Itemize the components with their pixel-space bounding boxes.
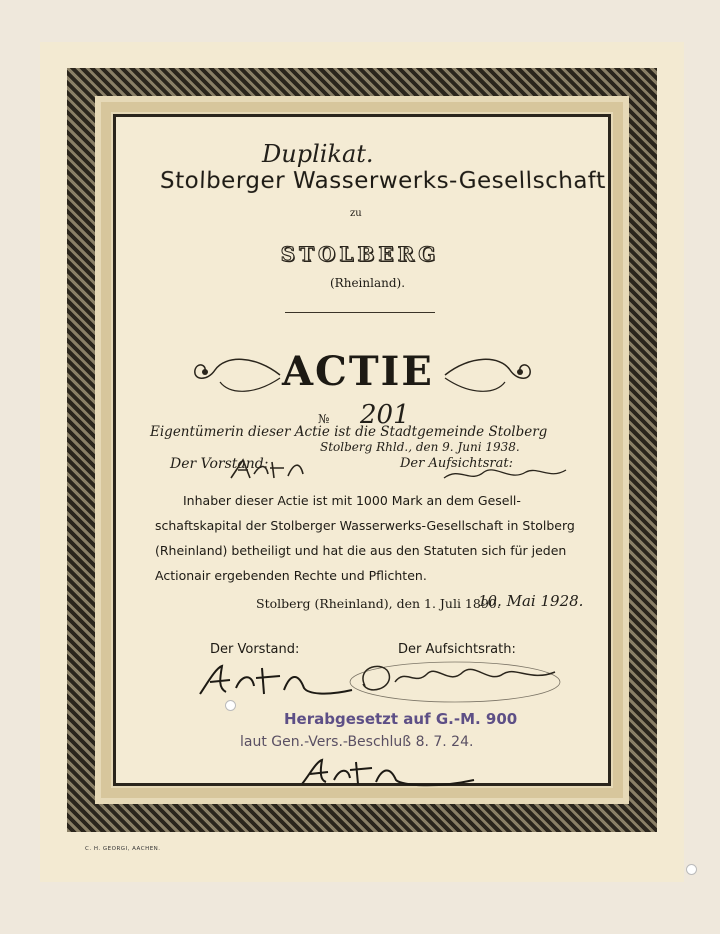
issue-date-line: Stolberg (Rheinland), den 1. Juli 1890. (256, 596, 501, 611)
scroll-ornament-left-icon (185, 350, 285, 400)
city-title: STOLBERG (280, 242, 440, 266)
signature-aufsichtsrat-1938 (440, 462, 570, 488)
body-line: Actionair ergebenden Rechte und Pflichten. (155, 568, 427, 583)
body-line: schaftskapital der Stolberger Wasserwerks-Gesellschaft in Stolberg (155, 518, 575, 533)
reduction-stamp-line2: laut Gen.-Vers.-Beschluß 8. 7. 24. (240, 734, 474, 750)
signature-vorstand-1938 (228, 456, 318, 486)
body-line: (Rheinland) betheiligt und hat die aus den Statuten sich für jeden (155, 543, 567, 558)
certificate-number: 201 (360, 400, 410, 430)
handwritten-date: 10. Mai 1928. (478, 592, 584, 610)
number-label: № (318, 412, 330, 426)
vorstand-label: Der Vorstand: (210, 642, 300, 657)
body-line: Inhaber dieser Actie ist mit 1000 Mark an dem Gesell- (183, 493, 521, 508)
zu-label: zu (350, 208, 362, 219)
aufsichtsrath-label: Der Aufsichtsrath: (398, 642, 516, 657)
company-name: Stolberger Wasserwerks-Gesellschaft (159, 168, 607, 194)
certificate-body-text (155, 488, 575, 588)
handwritten-aufsichtsrat: Der Aufsichtsrat: (400, 456, 513, 471)
region-label: (Rheinland). (330, 276, 406, 290)
signature-vorstand-1890 (196, 660, 356, 705)
handwritten-place-date: Stolberg Rhld., den 9. Juni 1938. (320, 440, 520, 454)
handwritten-vorstand: Der Vorstand: (170, 456, 269, 472)
punch-hole (225, 700, 236, 711)
divider-rule (285, 312, 435, 313)
handwritten-owner-line: Eigentümerin dieser Actie ist die Stadtgemeinde Stolberg (150, 424, 548, 440)
scroll-ornament-right-icon (440, 350, 540, 400)
punch-hole (686, 864, 697, 875)
certificate-title: ACTIE (282, 348, 434, 395)
reduction-stamp-line1: Herabgesetzt auf G.-M. 900 (284, 710, 518, 728)
duplicate-note: Duplikat. (262, 140, 374, 168)
signature-stamp (298, 756, 478, 792)
printer-imprint: C. H. GEORGI, AACHEN. (85, 846, 161, 852)
signature-aufsichtsrath-1890 (345, 656, 565, 706)
